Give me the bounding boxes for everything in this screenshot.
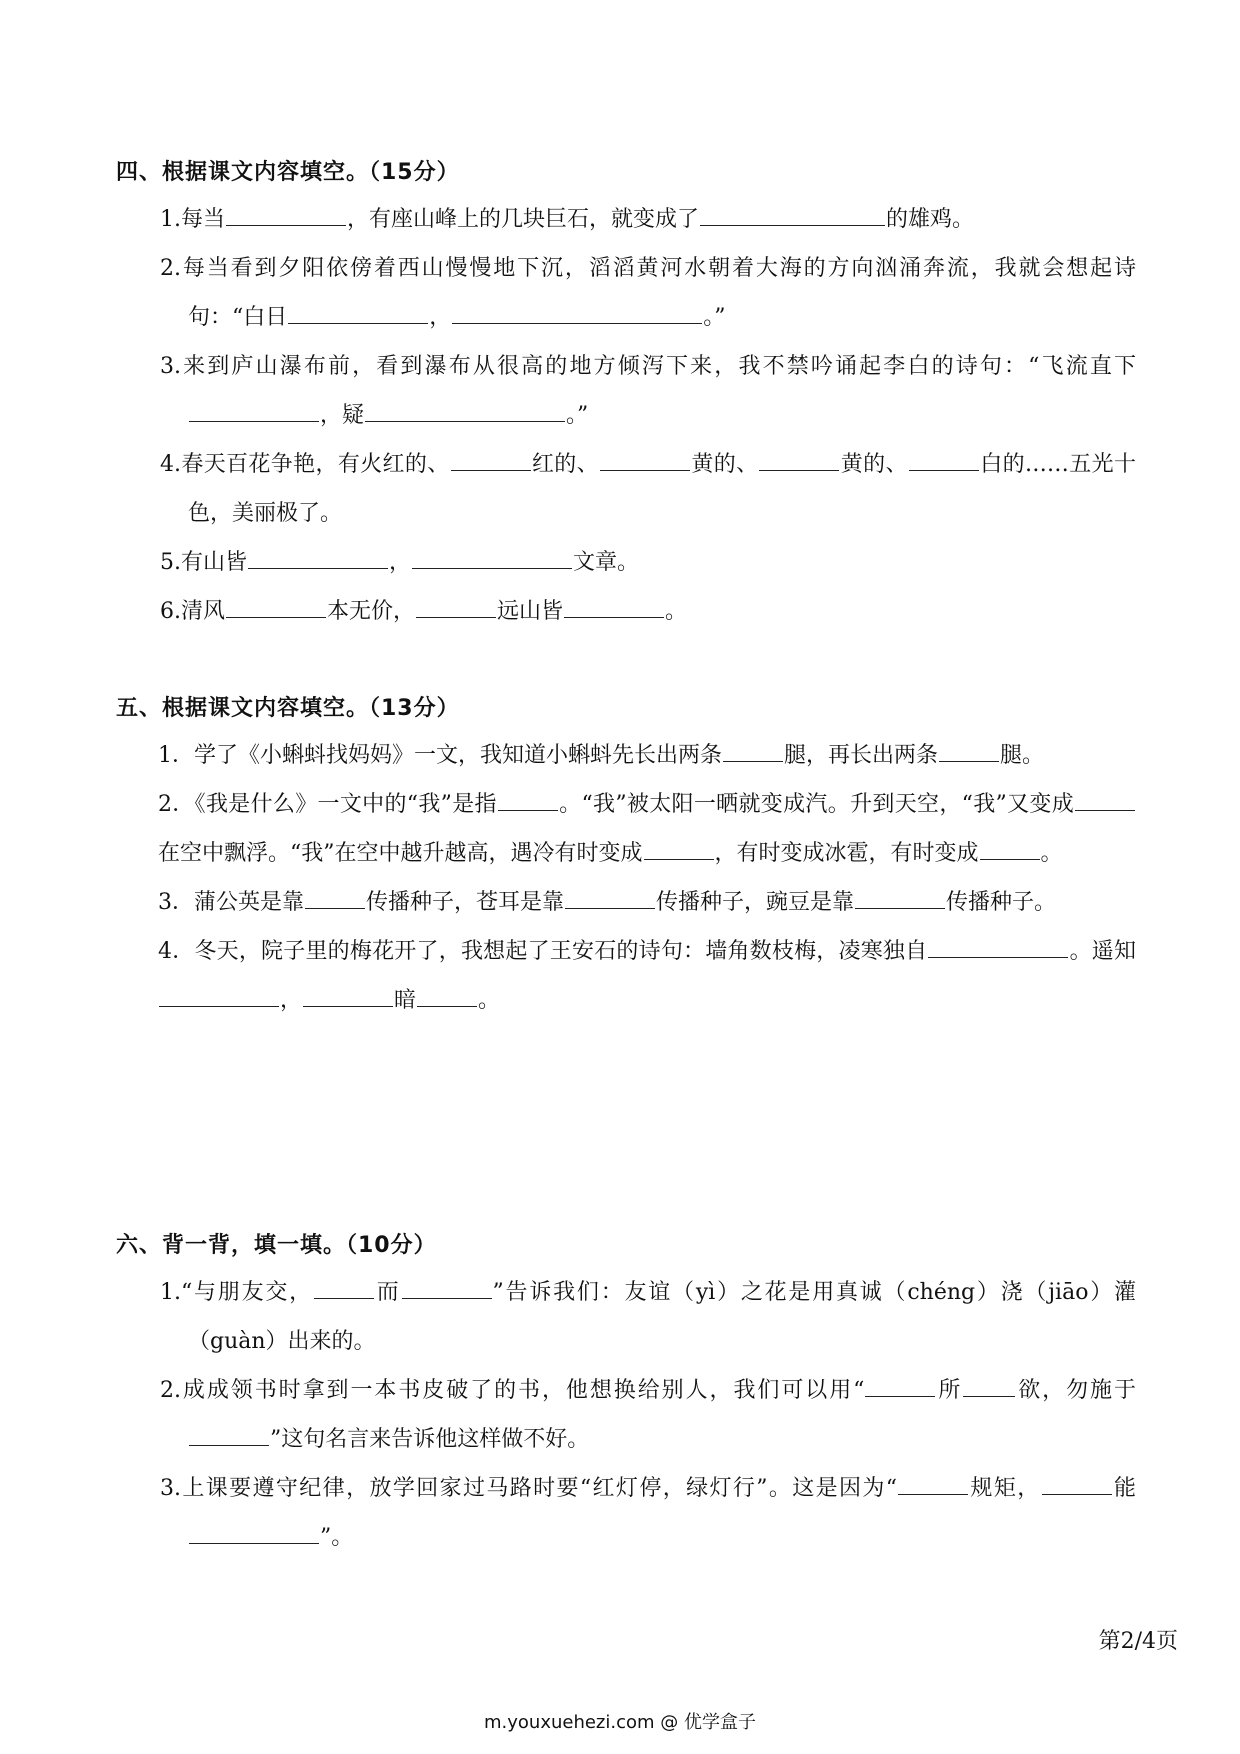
- question-item: 1．学了《小蝌蚪找妈妈》一文，我知道小蝌蚪先长出两条 腿，再长出两条 腿。: [158, 743, 1045, 768]
- answer-blank[interactable]: [865, 1395, 935, 1397]
- question-item: 6.清风 本无价， 远山皆 。: [160, 599, 688, 624]
- answer-blank[interactable]: [980, 858, 1040, 860]
- question-list: [116, 1268, 1136, 1562]
- question-item: 3.来到庐山瀑布前，看到瀑布从很高的地方倾泻下来，我不禁吟诵起李白的诗句：“飞流直下，疑 。”: [160, 354, 1136, 428]
- answer-blank[interactable]: [898, 1493, 968, 1495]
- question-item: 3.上课要遵守纪律，放学回家过马路时要“红灯停，绿灯行”。这是因为“ 规矩， 能”。: [160, 1476, 1136, 1550]
- answer-blank[interactable]: [417, 1005, 477, 1007]
- answer-blank[interactable]: [565, 907, 655, 909]
- question-item: 4．冬天，院子里的梅花开了，我想起了王安石的诗句：墙角数枝梅，凌寒独自 。遥知， 暗 。: [158, 939, 1136, 1013]
- question-item: 5.有山皆 ， 文章。: [160, 550, 640, 575]
- answer-blank[interactable]: [226, 616, 326, 618]
- question-item: 1.“与朋友交， 而 ”告诉我们：友谊（yì）之花是用真诚（chéng）浇（jiāo）灌（guàn）出来的。: [160, 1280, 1136, 1354]
- answer-blank[interactable]: [416, 616, 496, 618]
- answer-blank[interactable]: [248, 567, 388, 569]
- answer-blank[interactable]: [498, 809, 558, 811]
- answer-blank[interactable]: [700, 224, 885, 226]
- question-item: 2.成成领书时拿到一本书皮破了的书，他想换给别人，我们可以用“ 所 欲，勿施于”这句名言来告诉他这样做不好。: [160, 1378, 1136, 1452]
- answer-blank[interactable]: [305, 907, 365, 909]
- answer-blank[interactable]: [303, 1005, 393, 1007]
- answer-blank[interactable]: [451, 469, 531, 471]
- page-number: 第2/4页: [1098, 1629, 1178, 1654]
- answer-blank[interactable]: [963, 1395, 1015, 1397]
- answer-blank[interactable]: [644, 858, 714, 860]
- answer-blank[interactable]: [759, 469, 839, 471]
- section-title: 四、根据课文内容填空。（15分）: [116, 160, 460, 185]
- answer-blank[interactable]: [909, 469, 979, 471]
- question-item: 2．《我是什么》一文中的“我”是指 。“我”被太阳一晒就变成汽。升到天空，“我”又变成在空中飘浮。“我”在空中越升越高，遇冷有时变成 ，有时变成冰雹，有时变成 。: [116, 780, 1136, 878]
- answer-blank[interactable]: [402, 1297, 492, 1299]
- footer-watermark: m.youxuehezi.com @ 优学盒子: [483, 1712, 756, 1733]
- answer-blank[interactable]: [600, 469, 690, 471]
- section-five: [116, 694, 1136, 1025]
- answer-blank[interactable]: [564, 616, 664, 618]
- answer-blank[interactable]: [723, 760, 783, 762]
- section-title: 五、根据课文内容填空。（13分）: [116, 696, 460, 721]
- answer-blank[interactable]: [1042, 1493, 1112, 1495]
- answer-blank[interactable]: [452, 322, 702, 324]
- section-six: [116, 1231, 1136, 1562]
- answer-blank[interactable]: [226, 224, 346, 226]
- answer-blank[interactable]: [189, 1542, 319, 1544]
- question-list: [116, 195, 1136, 636]
- question-list: [116, 731, 1136, 1025]
- section-title: 六、背一背，填一填。（10分）: [116, 1233, 437, 1258]
- question-item: 3．蒲公英是靠 传播种子，苍耳是靠 传播种子，豌豆是靠 传播种子。: [158, 890, 1057, 915]
- answer-blank[interactable]: [1075, 809, 1135, 811]
- answer-blank[interactable]: [928, 956, 1068, 958]
- answer-blank[interactable]: [314, 1297, 374, 1299]
- answer-blank[interactable]: [189, 420, 319, 422]
- answer-blank[interactable]: [412, 567, 572, 569]
- section-four: [116, 158, 1136, 636]
- answer-blank[interactable]: [189, 1444, 269, 1446]
- question-item: 1.每当 ，有座山峰上的几块巨石，就变成了 的雄鸡。: [160, 207, 975, 232]
- answer-blank[interactable]: [288, 322, 428, 324]
- answer-blank[interactable]: [365, 420, 565, 422]
- answer-blank[interactable]: [855, 907, 945, 909]
- answer-blank[interactable]: [159, 1005, 279, 1007]
- question-item: 2.每当看到夕阳依傍着西山慢慢地下沉，滔滔黄河水朝着大海的方向汹涌奔流，我就会想起诗句：“白日 ， 。”: [160, 256, 1136, 330]
- answer-blank[interactable]: [939, 760, 999, 762]
- question-item: 4.春天百花争艳，有火红的、 红的、 黄的、 黄的、 白的……五光十色，美丽极了。: [160, 452, 1136, 526]
